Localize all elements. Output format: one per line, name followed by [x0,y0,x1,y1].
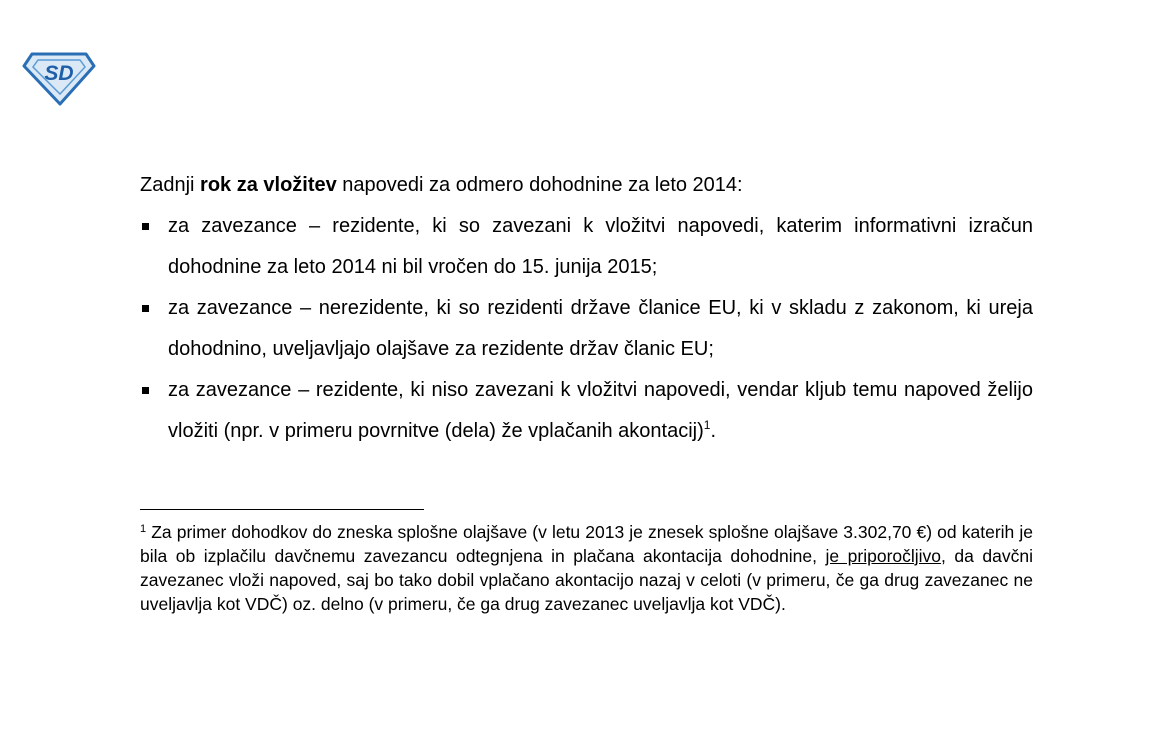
footnote-number: 1 [140,523,147,535]
main-content [140,165,1033,452]
list-item: za zavezance – nerezidente, ki so rezidenti države članice EU, ki v skladu z zakonom, ki ureja dohodnino, uveljavljajo olajšave za rezidente držav članic EU; [140,288,1033,370]
sd-logo [22,50,96,106]
intro-bold: rok za vložitev [200,174,337,196]
footnote-reference: 1 [703,418,711,432]
footnote: $^1$ Za primer dohodkov do zneska splošne olajšave (v letu 2013 je znesek splošne olajšave 3.302,70 €) od katerih je bila ob izplačilu davčnemu zavezancu odtegnjena in plačana akontacija dohodnine, je priporočljivo, da davčni zavezanec vloži napoved, saj bo tako dobil vplačano akontacijo nazaj v celoti (v primeru, če ga drug zavezanec ne uveljavlja kot VDČ) oz. delno (v primeru, če ga drug zavezanec uveljavlja kot VDČ). [140,522,1033,614]
footnote-divider [140,509,424,510]
underlined-phrase: je priporočljivo [825,546,942,566]
list-item: za zavezance – rezidente, ki niso zavezani k vložitvi napovedi, vendar kljub temu napoved želijo vložiti (npr. v primeru povrnitve (dela) že vplačanih akontacij)$^1$. [140,370,1033,452]
intro-paragraph: Zadnji rok za vložitev napovedi za odmero dohodnine za leto 2014: [140,174,743,196]
svg-text:SD: SD [44,62,74,85]
list-item: za zavezance – rezidente, ki so zavezani k vložitvi napovedi, katerim informativni izračun dohodnine za leto 2014 ni bil vročen do 15. junija 2015; [140,206,1033,288]
bullet-list [140,206,1033,452]
